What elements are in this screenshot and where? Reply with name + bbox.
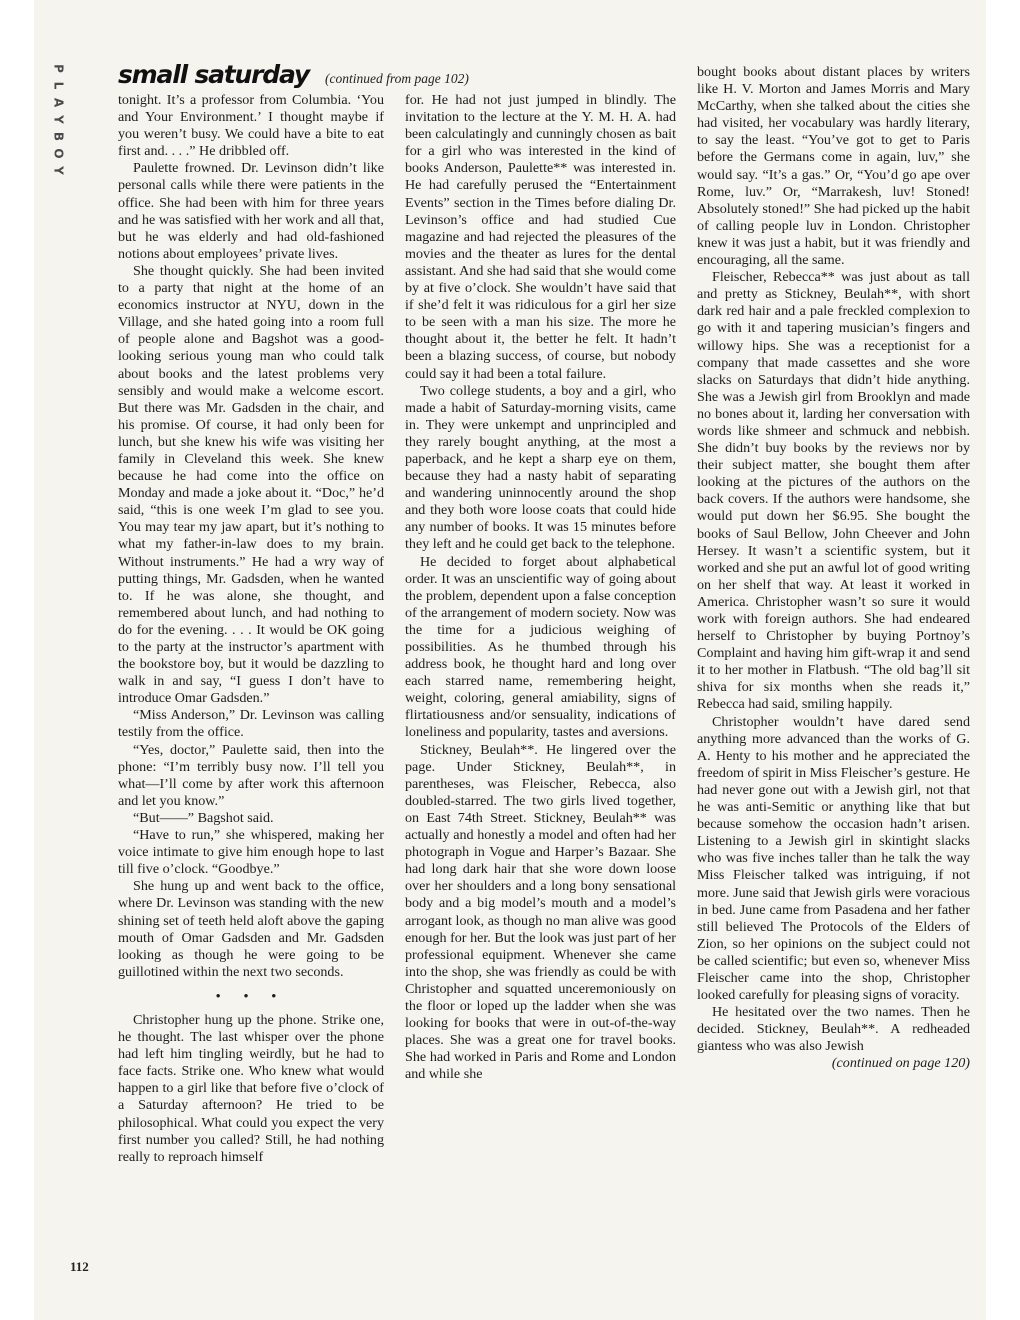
paragraph: Christopher wouldn’t have dared send anything more advanced than the works of G. A. Henty to his mother and he appreciated the freedom of spirit in Miss Fleischer’s gesture. He had never gone out with a Jewish girl, not that he was anti-Semitic or anything like that but because somehow the occasion hadn’t arisen. Listening to a Jewish girl in skintight slacks who was five inches taller than he talk the way Miss Fleischer talked was intriguing, if not more. June said that Jewish girls were voracious in bed. June came from Pasadena and her father still believed The Protocols of the Elders of Zion, so her opinions on the subject could not be called scientific; but even so, whenever Miss Fleischer came into the shop, Christopher looked carefully for pleasing signs of voracity. <box>697 713 970 1004</box>
paragraph: tonight. It’s a professor from Columbia. ‘You and Your Environment.’ I thought maybe if you weren’t busy. We could have a bite to eat first and. . . .” He dribbled off. <box>118 92 384 160</box>
masthead-letter: L <box>51 81 66 90</box>
paragraph: “Yes, doctor,” Paulette said, then into the phone: “I’m terribly busy now. I’ll tell you what—I’ll come by after work this afternoon and let you know.” <box>118 741 384 809</box>
continued-on-note: (continued on page 120) <box>831 1055 970 1072</box>
section-break: • • • <box>215 987 287 1003</box>
text-column-2 <box>405 92 676 1083</box>
article-title: small saturday <box>118 60 309 89</box>
paragraph: Fleischer, Rebecca** was just about as tall and pretty as Stickney, Beulah**, with short dark red hair and a pale freckled complexion to go with it and tapering musician’s fingers and willowy hips. She was a receptionist for a company that made cassettes and she wore slacks on Saturdays that didn’t hide anything. She was a Jewish girl from Brooklyn and made no bones about it, larding her conversation with words like shmeer and schmuck and nebbish. She didn’t buy books by the reviews nor by their subject matter, she bought them after looking at the pictures of the authors on the back covers. If the authors were handsome, she would put down her $6.95. She bought the books of Saul Bellow, John Cheever and John Hersey. It wasn’t a scientific system, but it worked and she put an awful lot of good writing on her shelf that way. At least it worked in America. Christopher wasn’t so sure it would work with foreign authors. She had endeared herself to Christopher by buying Portnoy’s Complaint and having him gift-wrap it and send it to her mother in Flatbush. “The old bag’ll sit shiva for six months when she reads it,” Rebecca had said, smiling happily. <box>697 269 970 713</box>
paragraph: Stickney, Beulah**. He lingered over the page. Under Stickney, Beulah**, in parentheses, was Fleischer, Rebecca, also doubled-starred. The two girls lived together, on East 74th Street. Stickney, Beulah** was actually and honestly a model and often had her photograph in Vogue and Harper’s Bazaar. She had long dark hair that she wore down loose over her shoulders and a long bony sensational body and a big model’s mouth and a model’s arrogant look, as though no man alive was good enough for her. But the look was just part of her professional equipment. Whenever she came into the shop, she was friendly as could be with Christopher and squatted unceremoniously on the floor or loped up the ladder when she was looking for books that were in out-of-the-way places. She was a great one for travel books. She had worked in Paris and Rome and London and while she <box>405 741 676 1083</box>
paragraph: “But——” Bagshot said. <box>133 809 274 826</box>
paragraph: “Miss Anderson,” Dr. Levinson was calling testily from the office. <box>118 707 384 741</box>
paragraph: She hung up and went back to the office, where Dr. Levinson was standing with the new shining set of teeth held aloft above the gaping mouth of Omar Gadsden and Mr. Gadsden looking as though he were going to be guillotined within the next two seconds. <box>118 878 384 980</box>
masthead-letter: P <box>51 64 66 73</box>
paragraph: for. He had not just jumped in blindly. The invitation to the lecture at the Y. M. H. A. had been calculatingly and cunningly chosen as bait for a girl who was interested in the kind of books Anderson, Paulette** was interested in. He had carefully perused the “Entertainment Events” section in the Times before dialing Dr. Levinson’s office and had studied Cue magazine and had rejected the pleasures of the movies and the theater as lures for the dental assistant. And she had said that she would come by at five o’clock. She wouldn’t have said that if she’d felt it was ridiculous for a girl her size to be seen with a man his size. The more he thought about it, the better he felt. It hadn’t been a blazing success, of course, but nobody could say it had been a total failure. <box>405 92 676 382</box>
magazine-masthead-vertical <box>48 60 68 179</box>
masthead-letter: Y <box>51 166 66 175</box>
paragraph: bought books about distant places by writers like H. V. Morton and James Morris and Mary McCarthy, when she talked about the cities she had visited, her vocabulary was hardly literary, to say the least. “You’ve got to get to Paris before the Germans come in again, luv,” she would say. “It’s a gas.” Or, “You’d go ape over Rome, luv.” Or, “Marrakesh, luv! Stoned! Absolutely stoned!” She had picked up the habit of calling people luv in London. Christopher knew it was just a habit, but it was friendly and encouraging, all the same. <box>697 64 970 269</box>
masthead-letter: B <box>51 131 66 142</box>
paragraph: He hesitated over the two names. Then he decided. Stickney, Beulah**. A redheaded giantess who was also Jewish <box>697 1004 970 1055</box>
paragraph: Christopher hung up the phone. Strike one, he thought. The last whisper over the phone had left him tingling weirdly, but he had to face facts. Strike one. Who knew what would happen to a girl like that before five o’clock of a Saturday afternoon? He tried to be philosophical. What could you expect the very first number you called? Still, he had nothing really to reproach himself <box>118 1011 384 1165</box>
masthead-letter: O <box>51 148 66 159</box>
paragraph: “Have to run,” she whispered, making her voice intimate to give him enough hope to last till five o’clock. “Goodbye.” <box>118 827 384 878</box>
masthead-letter: A <box>51 97 66 108</box>
masthead-letter: Y <box>51 115 66 124</box>
paragraph: She thought quickly. She had been invited to a party that night at the home of an economics instructor at NYU, down in the Village, and she hated going into a room full of people alone and Bagshot was a good-looking serious young man who could talk about books and the latest problems very sensibly and would make a welcome escort. But there was Mr. Gadsden in the chair, and his promise. Of course, it had only been for lunch, but she knew his wife was visiting her family in Cleveland this week. She knew because he had come into the office on Monday and made a joke about it. “Doc,” he’d said, “this is one week I’m glad to see you. You may tear my jaw apart, but it’s nothing to what my father-in-law does to my brain. Without instruments.” He had a wry way of putting things, Mr. Gadsden, when he wanted to. If he was alone, she thought, and remembered about lunch, and had nothing to do for the evening. . . . It would be OK going to the party at the instructor’s apartment with the bookstore boy, but it would be dazzling to walk in and say, “I guess I don’t have to introduce Omar Gadsden.” <box>118 262 384 707</box>
text-column-1 <box>118 92 384 1166</box>
article-header <box>118 60 678 92</box>
page-number: 112 <box>70 1259 89 1274</box>
paragraph: He decided to forget about alphabetical order. It was an unscientific way of going about the problem, dependent upon a false conception of the arrangement of modern society. Now was the time for a judicious weighing of possibilities. As he thumbed through his address book, he thought hard and long over each starred name, remembering height, weight, coloring, general amiability, signs of flirtatiousness and/or sensuality, indications of loneliness and popularity, tastes and aversions. <box>405 553 676 741</box>
paragraph: Two college students, a boy and a girl, who made a habit of Saturday-morning visits, came in. They were unkempt and unprincipled and they rarely bought anything, at the most a paperback, and he kept a sharp eye on them, because they had a nasty habit of separating and wandering uninnocently around the shop and they both wore loose coats that could hide any number of books. It was 15 minutes before they left and he could get back to the telephone. <box>405 382 676 553</box>
paragraph: Paulette frowned. Dr. Levinson didn’t like personal calls while there were patients in the office. She had been with him for three years and he was satisfied with her work and all that, but he was elderly and had old-fashioned notions about employees’ private lives. <box>118 160 384 262</box>
continued-from-note: (continued from page 102) <box>324 71 469 86</box>
text-column-3 <box>697 64 970 1073</box>
